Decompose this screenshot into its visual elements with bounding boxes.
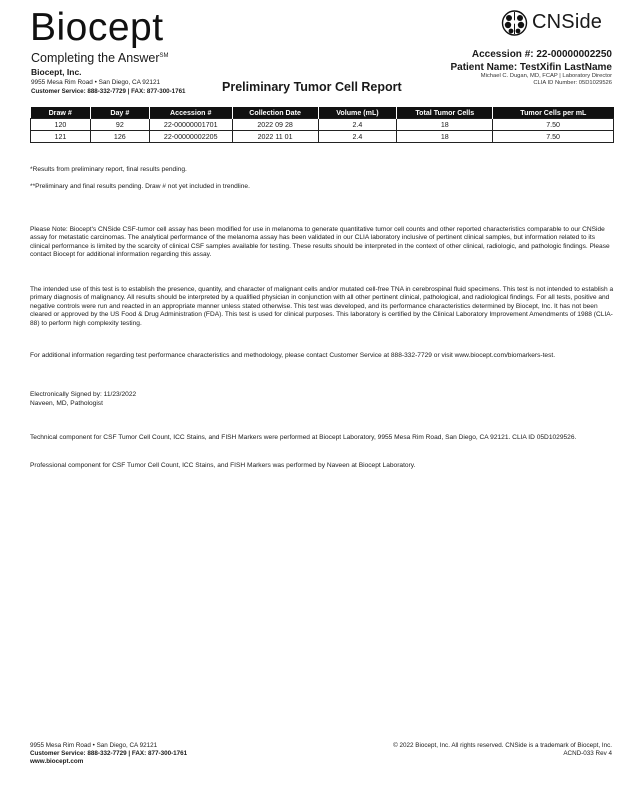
company-address: 9955 Mesa Rim Road • San Diego, CA 92121 [31, 79, 161, 86]
biocept-logo: Biocept [30, 6, 164, 49]
company-name: Biocept, Inc. [31, 67, 82, 77]
table-header-row [31, 107, 614, 119]
tagline [31, 49, 169, 65]
column-header: Day # [90, 107, 149, 119]
contact-information: For additional information regarding test performance characteristics and methodology, please contact Customer Service at 888-332-7729 or visit www.biocept.com/biomarkers-test. [30, 352, 556, 359]
table-cell: 22-00000002205 [149, 131, 232, 143]
patient-name: Patient Name: TestXifin LastName [450, 62, 612, 73]
copyright: © 2022 Biocept, Inc. All rights reserved. CNSide is a trademark of Biocept, Inc. [393, 742, 612, 749]
column-header: Total Tumor Cells [397, 107, 493, 119]
footer-legal [393, 742, 612, 758]
footer-address: 9955 Mesa Rim Road • San Diego, CA 92121 [30, 742, 158, 749]
melanoma-assay-note: Please Note: Biocept's CNSide CSF-tumor cell assay has been modified for use in melanoma to generate quantitative tumor cell counts and other reported characteristics comparable to our CNSide assay for metastatic carcinomas. The analytical performance of the melanoma assay has been validated in our CLIA laboratory inclusive of pertinent clinical samples, but information related to its clinical performance is limited by the scarcity of clinical CSF samples available for testing. These results should be interpreted in the context of other clinical, radiologic, and pathologic findings. Please contact Biocept for additional information regarding this assay. [30, 226, 610, 259]
document-id: ACND-033 Rev 4 [563, 749, 612, 757]
table-cell: 2022 09 28 [232, 119, 318, 131]
lab-director [481, 73, 612, 87]
footnote-trendline: **Preliminary and final results pending. Draw # not yet included in trendline. [30, 183, 250, 190]
clia-number: CLIA ID Number: 05D1029526 [533, 80, 612, 86]
tagline-text: Completing the Answer [31, 51, 160, 66]
cnside-wordmark: CNSide [532, 11, 603, 33]
draw-results-table [30, 107, 614, 143]
footer-contact [30, 742, 187, 765]
customer-service: Customer Service: 888-332-7729 | FAX: 877-300-1761 [31, 88, 186, 95]
signature-date: Electronically Signed by: 11/23/2022 [30, 391, 137, 398]
cnside-logo [501, 10, 613, 36]
column-header: Tumor Cells per mL [493, 107, 614, 119]
table-cell: 121 [31, 131, 91, 143]
table-cell: 7.50 [493, 119, 614, 131]
signing-pathologist: Naveen, MD, Pathologist [30, 400, 103, 407]
table-row [31, 119, 614, 131]
director-name: Michael C. Dugan, MD, FCAP | Laboratory Director [480, 73, 612, 79]
footer-website: www.biocept.com [30, 757, 84, 765]
table-cell: 120 [31, 119, 91, 131]
column-header: Volume (mL) [318, 107, 397, 119]
accession-number: Accession #: 22-00000002250 [471, 49, 612, 60]
brain-icon [501, 10, 528, 36]
column-header: Accession # [149, 107, 232, 119]
footer-service: Customer Service: 888-332-7729 | FAX: 877-300-1761 [30, 749, 188, 757]
table-cell: 2.4 [318, 119, 397, 131]
table-cell: 18 [397, 119, 493, 131]
column-header: Draw # [31, 107, 91, 119]
table-cell: 18 [397, 131, 493, 143]
table-cell: 2.4 [318, 131, 397, 143]
column-header: Collection Date [232, 107, 318, 119]
professional-component-note: Professional component for CSF Tumor Cell Count, ICC Stains, and FISH Markers was performed by Naveen at Biocept Laboratory. [30, 462, 416, 469]
table-cell: 22-00000001701 [149, 119, 232, 131]
table-cell: 92 [90, 119, 149, 131]
service-mark: SM [159, 53, 169, 59]
report-title: Preliminary Tumor Cell Report [222, 80, 402, 94]
intended-use-statement: The intended use of this test is to establish the presence, quantity, and character of malignant cells and/or mutated cell-free TNA in cerebrospinal fluid specimens. This test is not intended to establish a primary diagnosis of malignancy. All results should be interpreted by a qualified physician in conjunction with all other pertinent clinical, pathological, and radiological findings. For all tests, positive and negative controls were run and reacted in an appropriate manner unless stated otherwise. This test was developed, and its performance characteristics determined by Biocept, Inc. It has not been cleared or approved by the US Food & Drug Administration (FDA). This test is used for clinical purposes. This laboratory is certified by the Clinical Laboratory Improvement Amendments of 1988 (CLIA-88) to perform high complexity testing. [30, 286, 614, 327]
technical-component-note: Technical component for CSF Tumor Cell Count, ICC Stains, and FISH Markers were performed at Biocept Laboratory, 9955 Mesa Rim Road, San Diego, CA 92121. CLIA ID 05D1029526. [30, 434, 577, 441]
table-cell: 7.50 [493, 131, 614, 143]
footnote-preliminary: *Results from preliminary report, final results pending. [30, 166, 187, 173]
table-cell: 2022 11 01 [232, 131, 318, 143]
table-cell: 126 [90, 131, 149, 143]
table-row [31, 131, 614, 143]
